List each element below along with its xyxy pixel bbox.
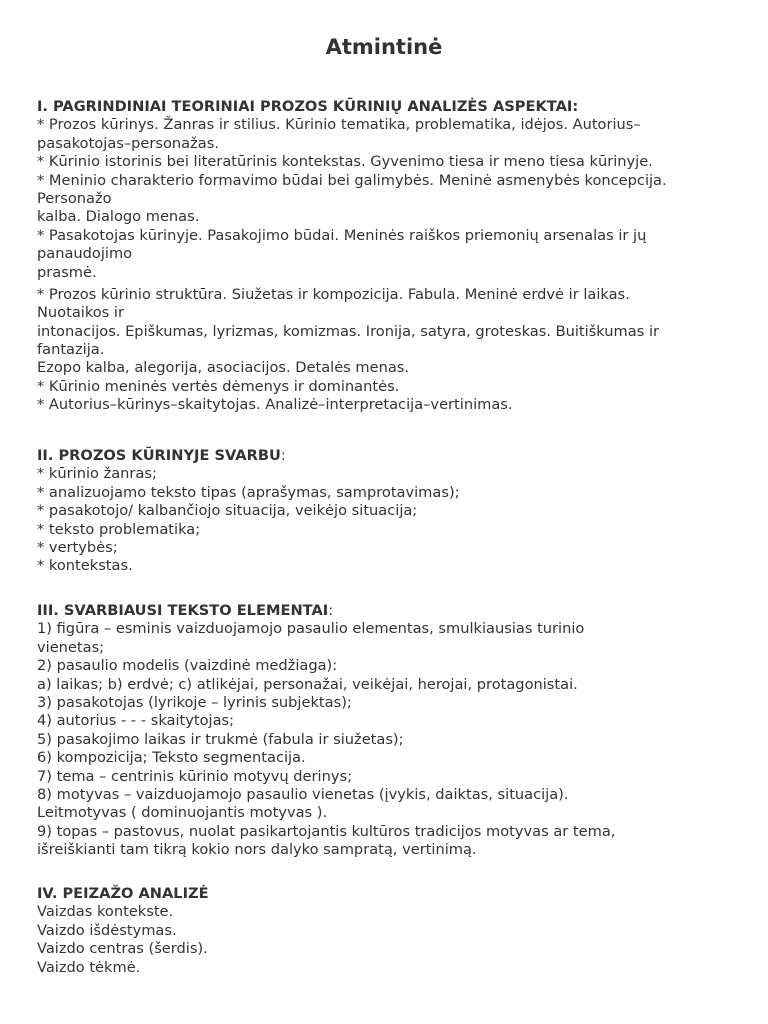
- section-1-line: Ezopo kalba, alegorija, asociacijos. Detalės menas.: [37, 359, 410, 377]
- document-title: Atmintinė: [325, 35, 443, 59]
- section-1-line: Nuotaikos ir: [37, 304, 124, 322]
- section-4: [37, 885, 737, 977]
- section-1-line: kalba. Dialogo menas.: [37, 208, 200, 226]
- section-1-line: * Prozos kūrinio struktūra. Siužetas ir kompozicija. Fabula. Meninė erdvė ir laikas.: [37, 285, 630, 303]
- section-4-heading: IV. PEIZAŽO ANALIZĖ: [37, 885, 209, 902]
- section-1-line: prasmė.: [37, 263, 97, 281]
- list-item: Vaizdo centras (šerdis).: [37, 940, 208, 958]
- list-item: a) laikas; b) erdvė; c) atlikėjai, personažai, veikėjai, herojai, protagonistai.: [37, 675, 578, 693]
- list-item: 2) pasaulio modelis (vaizdinė medžiaga):: [37, 657, 338, 675]
- list-item: 8) motyvas – vaizduojamojo pasaulio vienetas (įvykis, daiktas, situacija).: [37, 785, 569, 803]
- section-3-heading-line: [37, 602, 737, 620]
- section-1-line: panaudojimo: [37, 245, 133, 263]
- section-3-heading-suffix: :: [328, 602, 334, 619]
- list-item: * vertybės;: [37, 538, 118, 556]
- list-item: 5) pasakojimo laikas ir trukmė (fabula ir siužetas);: [37, 730, 404, 748]
- list-item: * pasakotojo/ kalbančiojo situacija, veikėjo situacija;: [37, 502, 418, 520]
- section-2-heading-suffix: :: [280, 447, 286, 464]
- list-item: išreiškianti tam tikrą kokio nors dalyko sampratą, vertinimą.: [37, 841, 477, 859]
- list-item: * kontekstas.: [37, 557, 133, 575]
- list-item: Leitmotyvas ( dominuojantis motyvas ).: [37, 804, 328, 822]
- list-item: 1) figūra – esminis vaizduojamojo pasaulio elementas, smulkiausias turinio: [37, 620, 585, 638]
- section-1-line: * Pasakotojas kūrinyje. Pasakojimo būdai. Meninės raiškos priemonių arsenalas ir jų: [37, 226, 647, 244]
- section-1: [37, 98, 737, 415]
- section-1-line: * Kūrinio meninės vertės dėmenys ir dominantės.: [37, 377, 400, 395]
- section-3-heading: III. SVARBIAUSI TEKSTO ELEMENTAI: [37, 602, 329, 619]
- section-1-line: Personažo: [37, 189, 112, 207]
- list-item: 3) pasakotojas (lyrikoje – lyrinis subjektas);: [37, 693, 352, 711]
- section-1-line: intonacijos. Epiškumas, lyrizmas, komizmas. Ironija, satyra, groteskas. Buitiškumas ir: [37, 322, 660, 340]
- section-2-heading: II. PROZOS KŪRINYJE SVARBU: [37, 447, 281, 464]
- list-item: * analizuojamo teksto tipas (aprašymas, samprotavimas);: [37, 483, 460, 501]
- list-item: 7) tema – centrinis kūrinio motyvų derinys;: [37, 767, 352, 785]
- list-item: * kūrinio žanras;: [37, 465, 157, 483]
- list-item: Vaizdo tėkmė.: [37, 958, 141, 976]
- section-3: [37, 602, 737, 859]
- section-1-line: fantazija.: [37, 341, 105, 359]
- section-2-heading-line: [37, 447, 737, 465]
- list-item: Vaizdas kontekste.: [37, 903, 174, 921]
- section-1-line: * Meninio charakterio formavimo būdai bei galimybės. Meninė asmenybės koncepcija.: [37, 171, 667, 189]
- list-item: 9) topas – pastovus, nuolat pasikartojantis kultūros tradicijos motyvas ar tema,: [37, 822, 616, 840]
- list-item: 6) kompozicija; Teksto segmentacija.: [37, 749, 306, 767]
- list-item: Vaizdo išdėstymas.: [37, 921, 177, 939]
- section-2: [37, 447, 737, 576]
- list-item: * teksto problematika;: [37, 520, 201, 538]
- section-1-heading: I. PAGRINDINIAI TEORINIAI PROZOS KŪRINIŲ ANALIZĖS ASPEKTAI:: [37, 98, 579, 115]
- section-1-line: * Prozos kūrinys. Žanras ir stilius. Kūrinio tematika, problematika, idėjos. Autorius–: [37, 116, 641, 134]
- section-1-line: * Autorius–kūrinys–skaitytojas. Analizė–interpretacija–vertinimas.: [37, 396, 513, 414]
- section-1-line: * Kūrinio istorinis bei literatūrinis kontekstas. Gyvenimo tiesa ir meno tiesa kūrinyje.: [37, 153, 653, 171]
- list-item: vienetas;: [37, 638, 105, 656]
- section-1-line: pasakotojas–personažas.: [37, 134, 219, 152]
- list-item: 4) autorius - - - skaitytojas;: [37, 712, 235, 730]
